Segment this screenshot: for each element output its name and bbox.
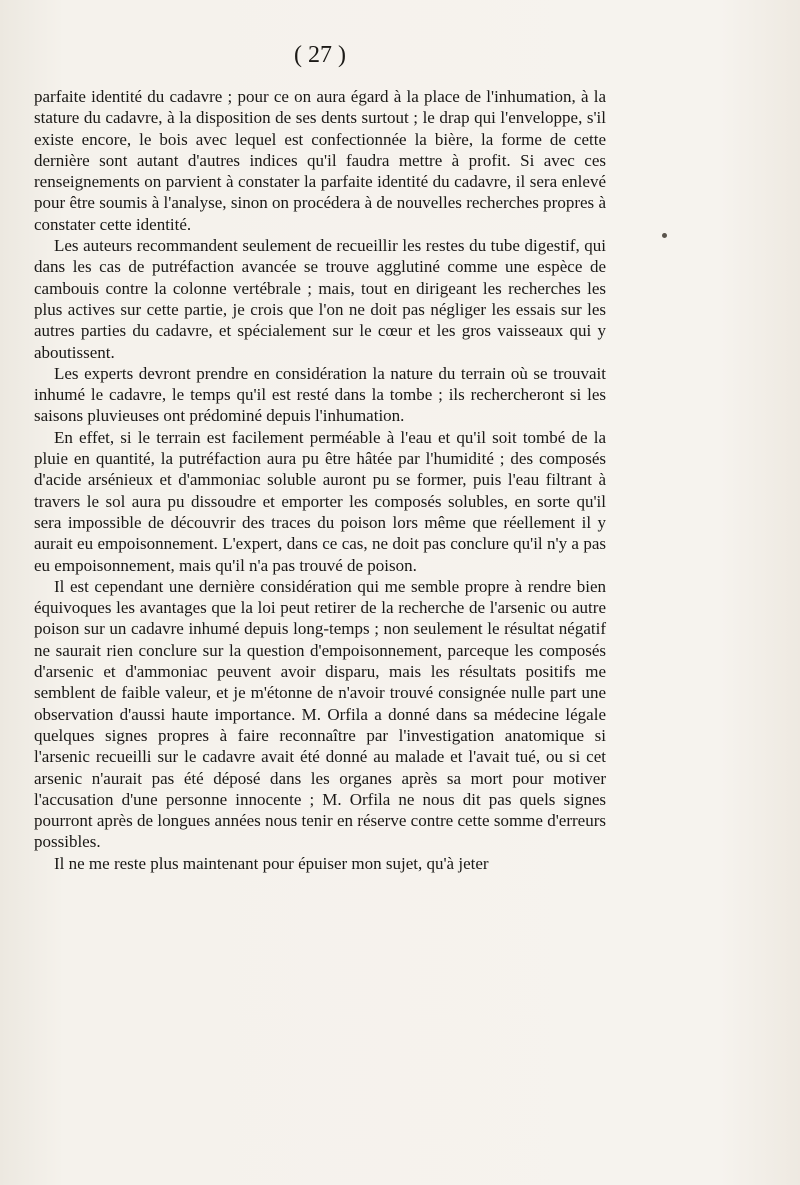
body-text — [34, 86, 606, 874]
paragraph-2: Les auteurs recommandent seulement de recueillir les restes du tube digestif, qui dans les cas de putréfaction avancée se trouve agglutiné comme une espèce de cambouis contre la colonne vertébrale ; mais, tout en dirigeant les recherches les plus actives sur cette partie, je crois que l'on ne doit pas négliger les essais sur les autres parties du cadavre, et spécialement sur le cœur et les gros vaisseaux qui y aboutissent. — [34, 236, 606, 362]
paragraph-3: Les experts devront prendre en considération la nature du terrain où se trouvait inhumé le cadavre, le temps qu'il est resté dans la tombe ; ils rechercheront si les saisons pluvieuses ont prédominé depuis l'inhumation. — [34, 363, 606, 426]
paragraph-5: Il est cependant une dernière considération qui me semble propre à rendre bien équivoques les avantages que la loi peut retirer de la recherche de l'arsenic ou autre poison sur un cadavre inhumé depuis long-temps ; non seulement le résultat négatif ne saurait rien conclure sur la question d'empoisonnement, parceque les composés d'arsenic et d'ammoniac peuvent avoir disparu, mais les résultats positifs me semblent de faible valeur, et je m'étonne de n'avoir trouvé consignée nulle part une observation d'aussi haute importance. M. Orfila a donné dans sa médecine légale quelques signes propres à faire reconnaître par l'investigation anatomique si l'arsenic recueilli sur le cadavre avait été donné au malade et l'avait tué, ou si cet arsenic n'aurait pas été déposé dans les organes après sa mort pour motiver l'accusation d'une personne innocente ; M. Orfila ne nous dit pas quels signes pourront après de longues années nous tenir en réserve contre cette somme d'erreurs possibles. — [34, 576, 606, 852]
page-number: ( 27 ) — [294, 42, 346, 68]
paragraph-1: parfaite identité du cadavre ; pour ce on aura égard à la place de l'inhumation, à la stature du cadavre, à la disposition de ses dents surtout ; le drap qui l'enveloppe, s'il existe encore, le bois avec lequel est confectionnée la bière, la forme de cette dernière sont autant d'autres indices qu'il faudra mettre à profit. Si avec ces renseignements on parvient à constater la parfaite identité du cadavre, il sera enlevé pour être soumis à l'analyse, sinon on procédera à de nouvelles recherches propres à constater cette identité. — [34, 87, 606, 234]
paragraph-6: Il ne me reste plus maintenant pour épuiser mon sujet, qu'à jeter — [54, 853, 489, 873]
paragraph-4: En effet, si le terrain est facilement perméable à l'eau et qu'il soit tombé de la pluie en quantité, la putréfaction aura pu être hâtée par l'humidité ; des composés d'acide arsénieux et d'ammoniac soluble auront pu se former, puis l'eau filtrant à travers le sol aura pu dissoudre et emporter les composés solubles, en sorte qu'il sera impossible de découvrir des traces du poison lors même que réellement il y aurait eu empoisonnement. L'expert, dans ce cas, ne doit pas conclure qu'il n'y a pas eu empoisonnement, mais qu'il n'a pas trouvé de poison. — [34, 427, 606, 575]
ink-speck — [662, 233, 667, 238]
